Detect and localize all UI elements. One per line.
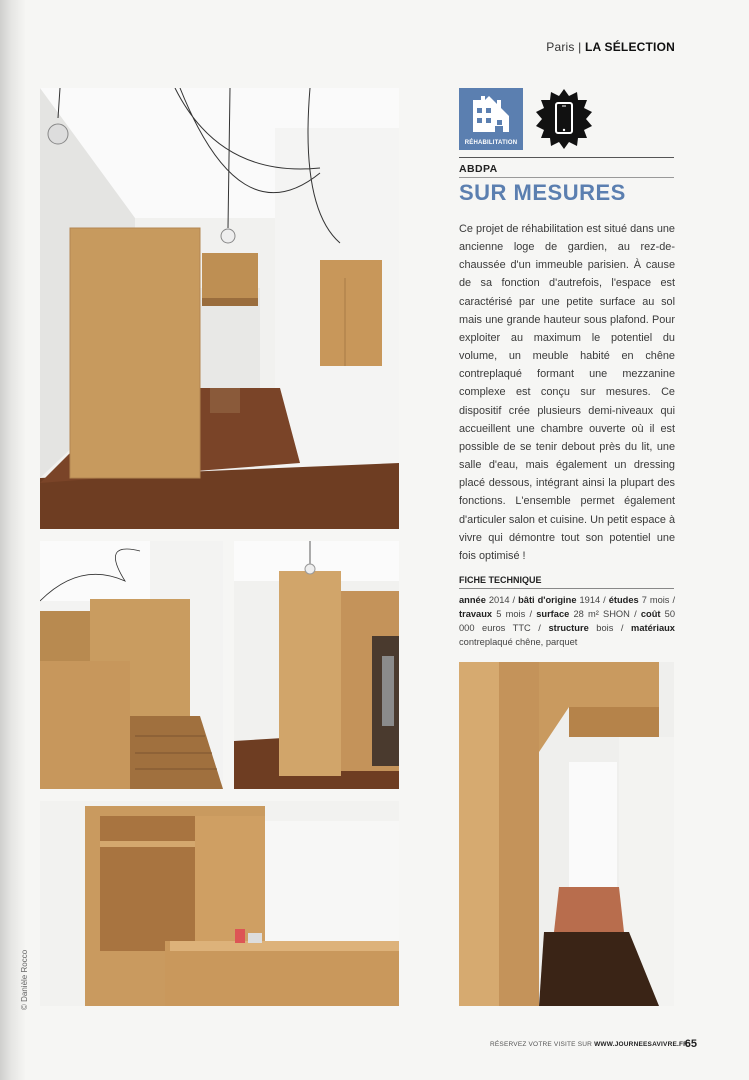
title-rule	[459, 157, 674, 158]
article-title: SUR MESURES	[459, 180, 626, 205]
header-section: LA SÉLECTION	[585, 40, 675, 54]
photo-corridor	[234, 541, 399, 789]
photo-staircase	[40, 541, 223, 789]
rehabilitation-badge	[459, 88, 523, 150]
rehabilitation-label: RÉHABILITATION	[464, 140, 518, 146]
photo-main-room	[40, 88, 399, 529]
architect-name: ABDPA	[459, 163, 498, 175]
header-separator: |	[578, 40, 582, 54]
page-gutter-shadow	[0, 0, 26, 1080]
photo-credit: © Danièle Rocco	[20, 949, 29, 1010]
page-header	[546, 40, 675, 54]
building-icon	[465, 92, 517, 134]
photo-mezzanine-passage	[459, 662, 674, 1006]
firm-rule	[459, 177, 674, 178]
mobile-phone-icon	[533, 88, 595, 150]
fiche-rule	[459, 588, 674, 589]
footer-url[interactable]: WWW.JOURNEESAVIVRE.FR	[594, 1041, 689, 1048]
fiche-technique: année 2014 / bâti d'origine 1914 / études 7 mois / travaux 5 mois / surface 28 m² SHON / coût 50 000 euros TTC / structure bois / matériaux contreplaqué chêne, parquet	[459, 595, 676, 647]
article-body: Ce projet de réhabilitation est situé dans une ancienne loge de gardien, au rez-de-chaussée d'un immeuble parisien. À cause de sa fonction d'autrefois, l'espace est caractérisé par une petite surface au sol mais une grande hauteur sous plafond. Pour exploiter au maximum le potentiel du volume, un meuble habité en chêne contreplaqué formant une mezzanine complexe est conçu sur mesures. Ce dispositif crée plusieurs demi-niveaux qui accueillent une chambre ouverte où il est possible de se tenir debout près du lit, une salle d'eau, mais également un dressing placé dessous, intégrant ainsi la plupart des fonctions. L'ensemble permet également d'articuler salon et cuisine. Un petit espace à vivre qui démontre tout son potentiel une fois optimisé !	[459, 223, 675, 562]
header-city: Paris	[546, 40, 575, 54]
fiche-technique-title: FICHE TECHNIQUE	[459, 575, 542, 585]
footer-cta	[490, 1041, 688, 1048]
footer-text: RÉSERVEZ VOTRE VISITE SUR	[490, 1041, 593, 1048]
photo-bed-niche	[40, 801, 399, 1006]
page-number: 65	[684, 1038, 697, 1050]
